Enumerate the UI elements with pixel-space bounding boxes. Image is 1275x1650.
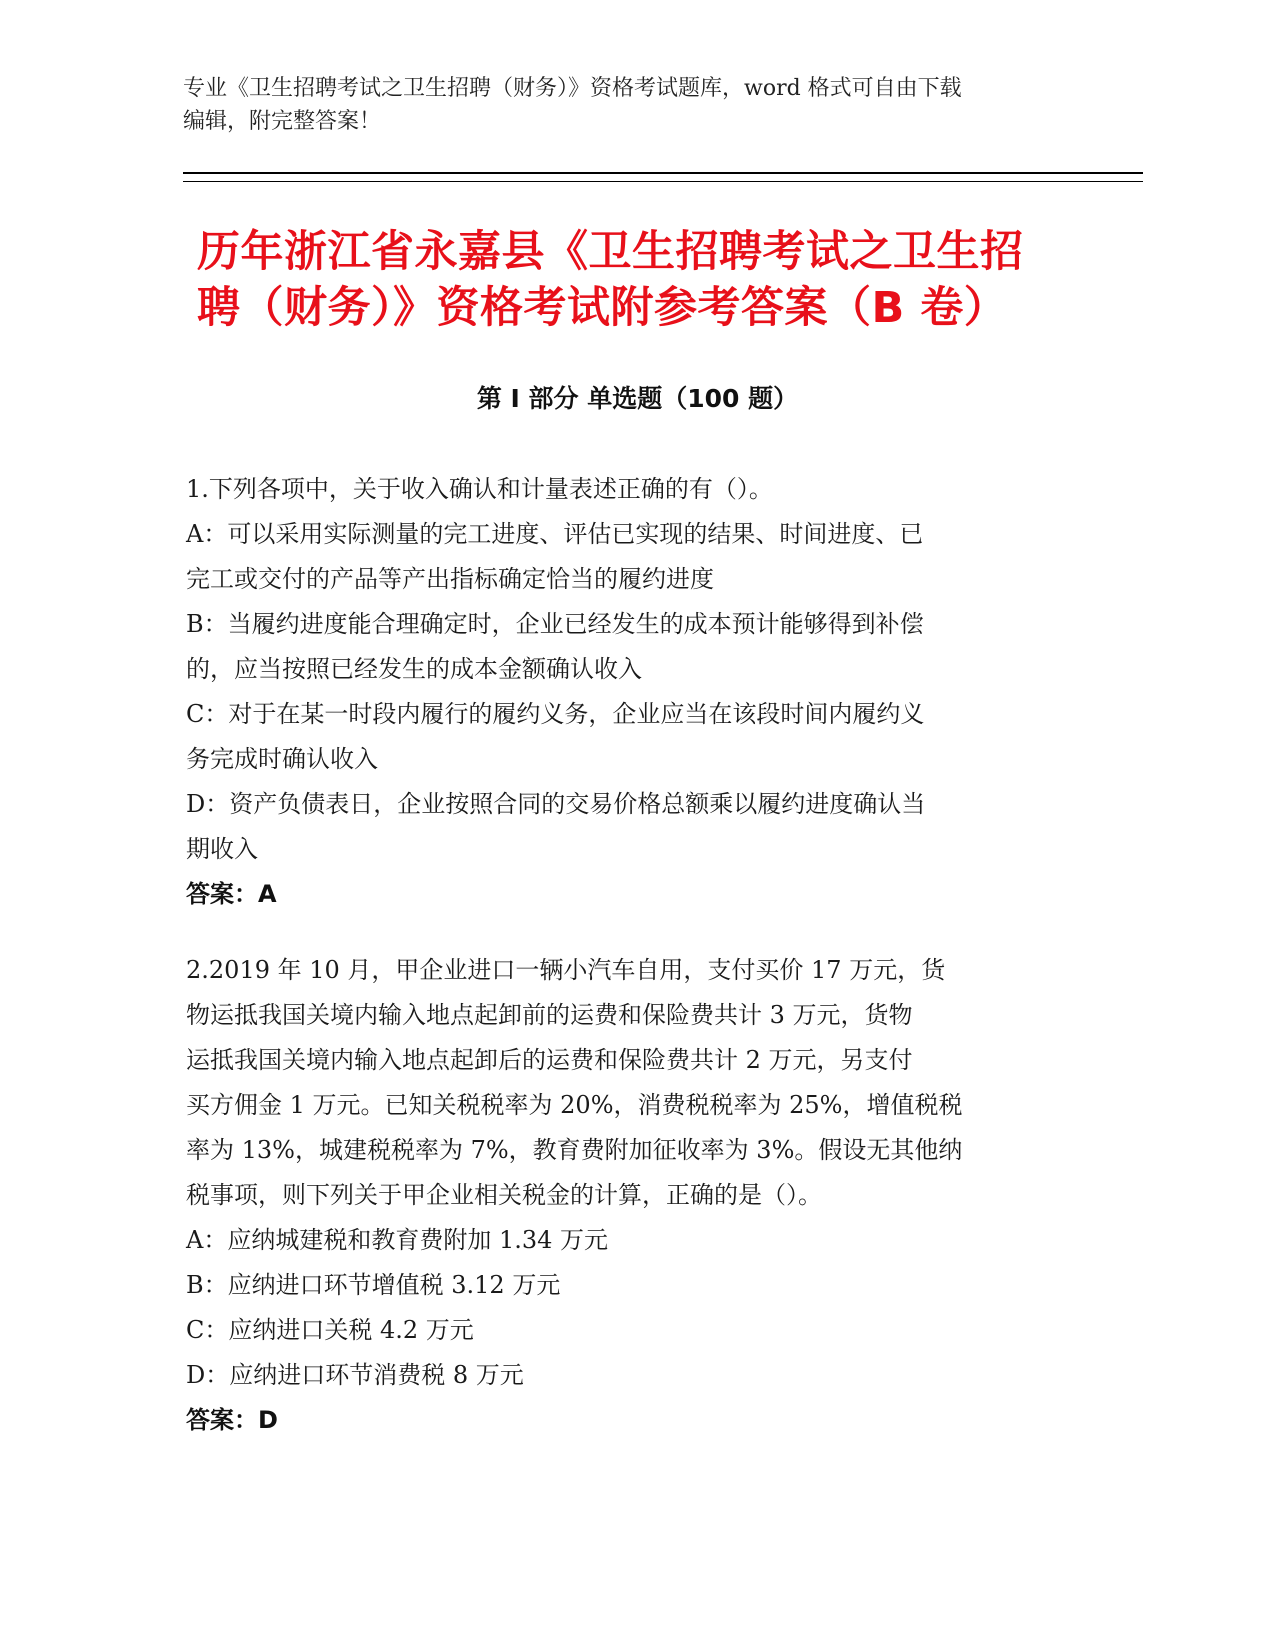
header-divider-thick <box>183 172 1143 174</box>
option-text-line: 的，应当按照已经发生的成本金额确认收入 <box>186 655 642 683</box>
header-note-line-1: 专业《卫生招聘考试之卫生招聘（财务）》资格考试题库，word 格式可自由下载 <box>183 76 962 101</box>
option-text-line: B：应纳进口环节增值税 3.12 万元 <box>186 1271 561 1299</box>
option-c <box>186 1308 1066 1353</box>
option-text-line: A：可以采用实际测量的完工进度、评估已实现的结果、时间进度、已 <box>186 520 924 548</box>
question-stem-line: 买方佣金 1 万元。已知关税税率为 20%，消费税税率为 25%，增值税税 <box>186 1091 963 1119</box>
option-text-line: 完工或交付的产品等产出指标确定恰当的履约进度 <box>186 565 714 593</box>
option-text-line: 务完成时确认收入 <box>186 745 378 773</box>
question-stem-line: 1.下列各项中，关于收入确认和计量表述正确的有（）。 <box>186 475 773 503</box>
document-title-line-1: 历年浙江省永嘉县《卫生招聘考试之卫生招 <box>197 227 1024 277</box>
option-d <box>186 782 1066 872</box>
document-title-line-2: 聘（财务）》资格考试附参考答案（B 卷） <box>197 283 1008 333</box>
option-text-line: 期收入 <box>186 835 258 863</box>
option-text-line: D：应纳进口环节消费税 8 万元 <box>186 1361 524 1389</box>
option-a <box>186 512 1066 602</box>
option-text-line: A：应纳城建税和教育费附加 1.34 万元 <box>186 1226 609 1254</box>
question-stem-line: 运抵我国关境内输入地点起卸后的运费和保险费共计 2 万元，另支付 <box>186 1046 913 1074</box>
answer-label: 答案：D <box>186 1406 278 1434</box>
option-b <box>186 1263 1066 1308</box>
option-a <box>186 1218 1066 1263</box>
question-stem-line: 物运抵我国关境内输入地点起卸前的运费和保险费共计 3 万元，货物 <box>186 1001 913 1029</box>
question-1 <box>186 467 1066 917</box>
header-note <box>183 72 1063 138</box>
option-d <box>186 1353 1066 1398</box>
option-text-line: C：对于在某一时段内履行的履约义务，企业应当在该段时间内履约义 <box>186 700 925 728</box>
answer-label: 答案：A <box>186 880 277 908</box>
question-stem-line: 税事项，则下列关于甲企业相关税金的计算，正确的是（）。 <box>186 1181 822 1209</box>
question-stem-line: 2.2019 年 10 月，甲企业进口一辆小汽车自用，支付买价 17 万元，货 <box>186 956 946 984</box>
option-text-line: D：资产负债表日，企业按照合同的交易价格总额乘以履约进度确认当 <box>186 790 926 818</box>
option-c <box>186 692 1066 782</box>
document-title <box>197 224 1077 336</box>
header-divider-thin <box>183 181 1143 182</box>
option-text-line: B：当履约进度能合理确定时，企业已经发生的成本预计能够得到补偿 <box>186 610 924 638</box>
option-text-line: C：应纳进口关税 4.2 万元 <box>186 1316 474 1344</box>
section-heading: 第 I 部分 单选题（100 题） <box>476 384 799 413</box>
question-stem-line: 率为 13%，城建税税率为 7%，教育费附加征收率为 3%。假设无其他纳 <box>186 1136 963 1164</box>
question-2 <box>186 948 1066 1443</box>
option-b <box>186 602 1066 692</box>
header-note-line-2: 编辑，附完整答案！ <box>183 109 382 134</box>
